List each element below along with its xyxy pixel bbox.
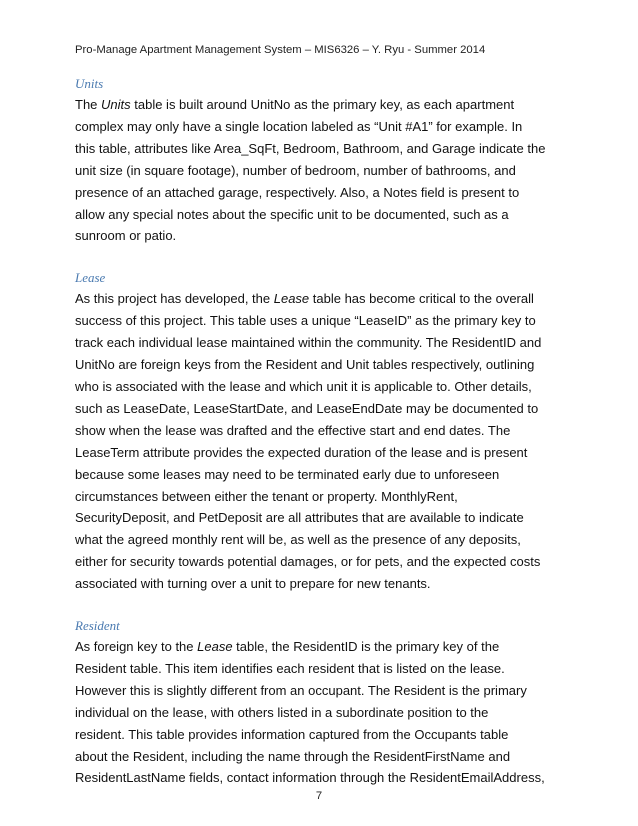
paragraph-line: individual on the lease, with others listed in a subordinate position to the [75,704,489,720]
paragraph-line: success of this project. This table uses a unique “LeaseID” as the primary key to [75,313,536,329]
section-gap [75,247,575,267]
paragraph-line: LeaseTerm attribute provides the expected duration of the lease and is present [75,444,528,460]
italic-table-name: Lease [273,291,310,307]
paragraph-line: Resident table. This item identifies each resident that is listed on the lease. [75,660,505,676]
section-paragraph-resident [75,636,575,789]
section-paragraph-lease [75,288,575,595]
paragraph-line: The Units table is built around UnitNo as the primary key, as each apartment [75,97,515,112]
paragraph-line: associated with turning over a unit to prepare for new tenants. [75,576,431,592]
paragraph-line: As foreign key to the Lease table, the ResidentID is the primary key of the [75,639,500,655]
paragraph-line: complex may only have a single location labeled as “Unit #A1” for example. In [75,118,523,134]
paragraph-line: allow any special notes about the specific unit to be documented, such as a [75,206,509,222]
paragraph-line: However this is slightly different from an occupant. The Resident is the primary [75,682,527,698]
page-number: 7 [315,790,323,802]
paragraph-line: UnitNo are foreign keys from the Resident and Unit tables respectively, outlining [75,357,535,373]
paragraph-line: track each individual lease maintained within the community. The ResidentID and [75,335,542,351]
section-title-units: Units [75,76,104,91]
section-gap [75,595,575,615]
paragraph-line: who is associated with the lease and which unit it is applicable to. Other details, [75,378,532,394]
italic-table-name: Units [101,97,131,112]
paragraph-line: what the agreed monthly rent will be, as well as the presence of any deposits, [75,532,521,548]
paragraph-line: this table, attributes like Area_SqFt, Bedroom, Bathroom, and Garage indicate the [75,140,546,156]
document-body [75,73,575,789]
section-paragraph-units [75,94,575,247]
paragraph-line: such as LeaseDate, LeaseStartDate, and LeaseEndDate may be documented to [75,400,539,416]
paragraph-line: show when the lease was drafted and the effective start and end dates. The [75,422,511,438]
paragraph-line: sunroom or patio. [75,228,177,244]
paragraph-line: circumstances between either the tenant or property. MonthlyRent, [75,488,458,504]
paragraph-line: presence of an attached garage, respectively. Also, a Notes field is present to [75,184,520,200]
paragraph-line: unit size (in square footage), number of bedroom, number of bathrooms, and [75,162,516,178]
paragraph-line: ResidentLastName fields, contact information through the ResidentEmailAddress, [75,770,545,786]
paragraph-line: either for security towards potential damages, or for pets, and the expected costs [75,554,541,570]
paragraph-line: about the Resident, including the name through the ResidentFirstName and [75,748,511,764]
section-title-resident: Resident [75,618,120,634]
italic-table-name: Lease [197,639,233,655]
page-header: Pro-Manage Apartment Management System – MIS6326 – Y. Ryu - Summer 2014 [75,44,486,56]
paragraph-line: resident. This table provides information captured from the Occupants table [75,726,509,742]
paragraph-line: SecurityDeposit, and PetDeposit are all attributes that are available to indicate [75,510,524,526]
section-title-lease: Lease [75,270,106,286]
paragraph-line: As this project has developed, the Lease table has become critical to the overall [75,291,534,307]
paragraph-line: because some leases may need to be terminated early due to unforeseen [75,466,500,482]
